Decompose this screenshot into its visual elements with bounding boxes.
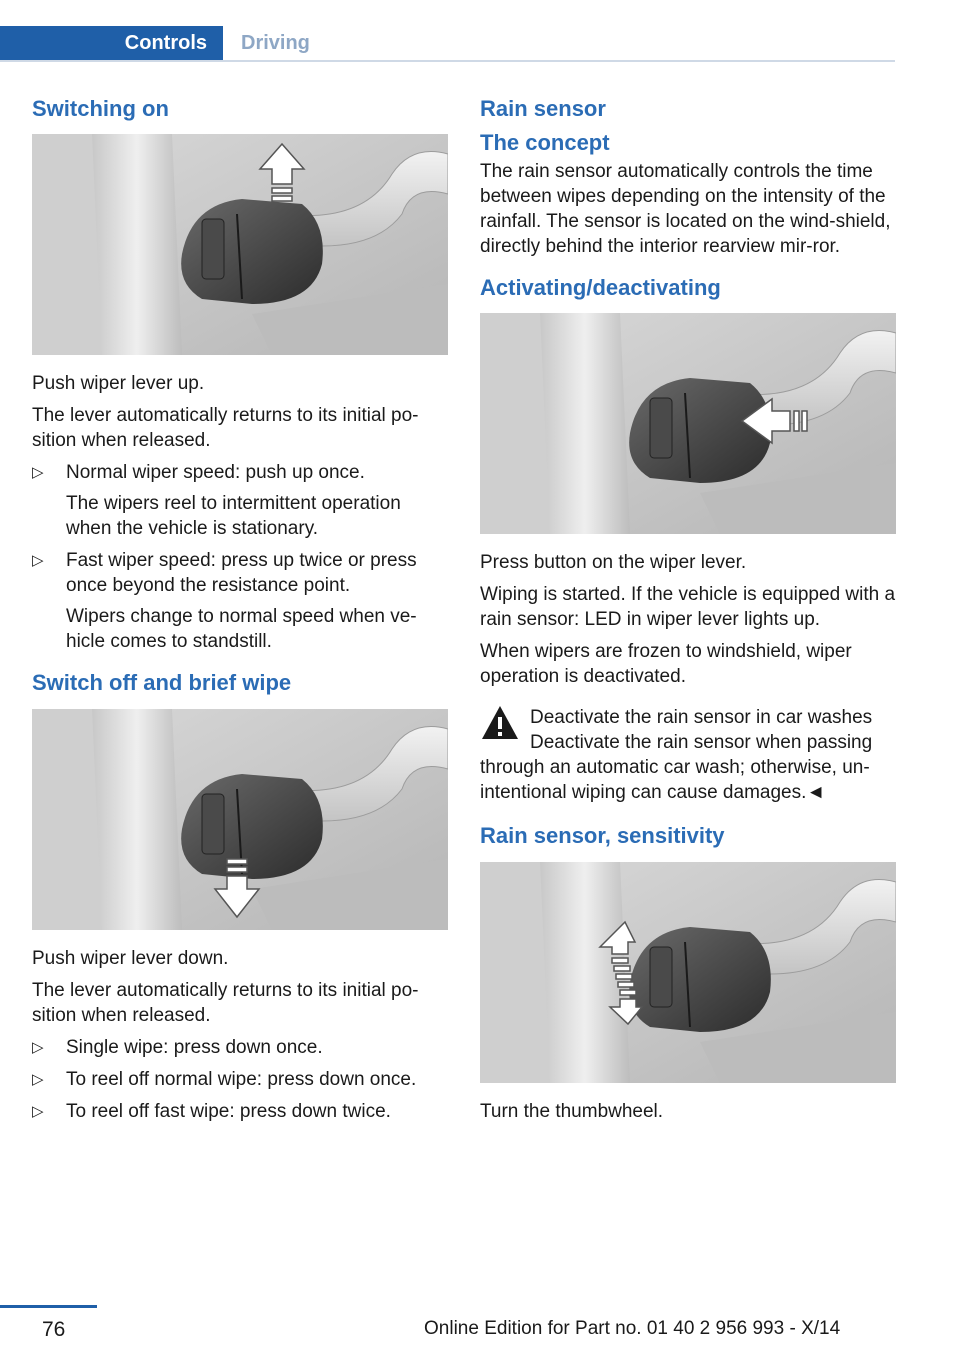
heading-sensitivity: Rain sensor, sensitivity: [480, 823, 725, 849]
bullet-main: Normal wiper speed: push up once.: [66, 462, 365, 484]
header-rule: [0, 60, 895, 62]
header-tabs: [0, 26, 895, 62]
footer-rule: [0, 1305, 97, 1308]
wiper-lever-arrow-left-icon: [480, 313, 896, 534]
bullet-main: Single wipe: press down once.: [66, 1036, 323, 1058]
triangle-bullet-icon: ▷: [32, 1102, 44, 1120]
text-push-down: Push wiper lever down.: [32, 947, 229, 969]
warning-body: [480, 730, 896, 805]
figure-wiper-down: [32, 709, 448, 930]
heading-concept: The concept: [480, 130, 610, 156]
bullet-sub: The wipers reel to intermittent operation when the vehicle is stationary.: [66, 493, 401, 540]
figure-wiper-up: [32, 134, 448, 355]
wiper-lever-thumbwheel-arrows-icon: [480, 862, 896, 1083]
text-returns-1: The lever automatically returns to its initial po-sition when released.: [32, 405, 419, 452]
figure-wiper-button: [480, 313, 896, 534]
triangle-bullet-icon: ▷: [32, 1070, 44, 1088]
bullet-sub: Wipers change to normal speed when ve-hicle comes to standstill.: [66, 606, 417, 653]
bullet-main: To reel off fast wipe: press down twice.: [66, 1100, 391, 1122]
list-item: [32, 548, 448, 654]
wiper-lever-arrow-down-icon: [32, 709, 448, 930]
tab-driving[interactable]: Driving: [241, 31, 310, 54]
warning-block: [480, 705, 896, 730]
text-push-up: Push wiper lever up.: [32, 373, 205, 395]
page-number: 76: [42, 1318, 66, 1341]
text-concept: The rain sensor automatically controls the time between wipes depending on the intensity of the rainfall. The sensor is located on the wind-shield, directly behind the interior rearview mir-ror.: [480, 160, 891, 257]
edition-note: Online Edition for Part no. 01 40 2 956 993 - X/14: [424, 1318, 841, 1339]
heading-switch-off: Switch off and brief wipe: [32, 670, 292, 696]
text-returns-2: The lever automatically returns to its initial po-sition when released.: [32, 979, 419, 1026]
bullet-main: To reel off normal wipe: press down once.: [66, 1068, 417, 1090]
text-turn-thumbwheel: Turn the thumbwheel.: [480, 1100, 664, 1122]
bullet-main: Fast wiper speed: press up twice or press once beyond the resistance point.: [66, 550, 417, 597]
list-switch-off: [32, 1035, 448, 1124]
heading-switching-on: Switching on: [32, 96, 169, 121]
text-wiping-started: Wiping is started. If the vehicle is equipped with a rain sensor: LED in wiper lever lights up.: [480, 584, 896, 631]
triangle-bullet-icon: ▷: [32, 464, 44, 482]
figure-thumbwheel: [480, 862, 896, 1083]
warning-title: Deactivate the rain sensor in car washes: [530, 707, 873, 729]
list-item: [32, 1099, 448, 1124]
text-frozen: When wipers are frozen to windshield, wiper operation is deactivated.: [480, 641, 852, 688]
left-column: [32, 96, 448, 1134]
wiper-lever-arrow-up-icon: [32, 134, 448, 355]
triangle-bullet-icon: ▷: [32, 552, 44, 570]
triangle-bullet-icon: ▷: [32, 1038, 44, 1056]
list-item: [32, 460, 448, 541]
heading-activating: Activating/deactivating: [480, 274, 721, 300]
warning-triangle-icon: [480, 703, 520, 743]
heading-rain-sensor: Rain sensor: [480, 96, 606, 121]
list-item: [32, 1067, 448, 1092]
list-item: [32, 1035, 448, 1060]
warning-body-text: Deactivate the rain sensor when passing through an automatic car wash; otherwise, un-intentional wiping can cause damages.◄: [480, 732, 873, 804]
tab-controls[interactable]: Controls: [0, 26, 223, 60]
list-switching-on: [32, 460, 448, 654]
right-column: [480, 96, 896, 1131]
text-press-button: Press button on the wiper lever.: [480, 552, 747, 574]
